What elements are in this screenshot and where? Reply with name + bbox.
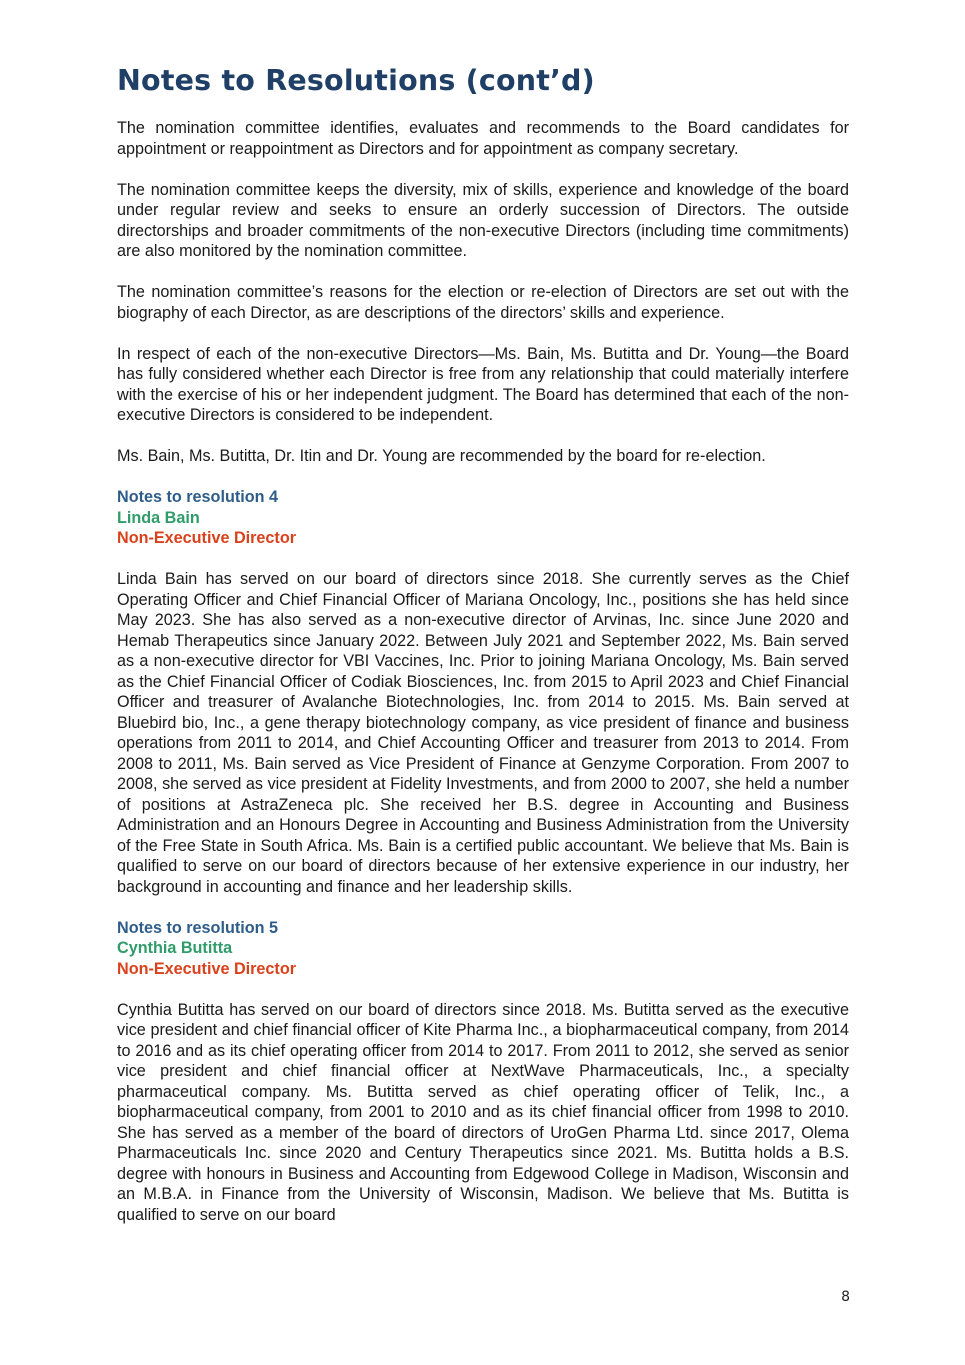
resolution-5-heading-block	[117, 918, 849, 980]
director-name: Linda Bain	[117, 508, 200, 527]
page-title: Notes to Resolutions (cont’d)	[117, 64, 595, 97]
director-name: Cynthia Butitta	[117, 939, 233, 957]
director-role: Non-Executive Director	[117, 959, 297, 978]
intro-paragraph: The nomination committee keeps the diversity, mix of skills, experience and knowledge of the board under regular review and seeks to ensure an orderly succession of Directors. The outside directorships and broader commitments of the non-executive Directors (including time commitments) are also monitored by the nomination committee.	[117, 180, 849, 260]
intro-paragraph: The nomination committee identifies, evaluates and recommends to the Board candidates for appointment or reappointment as Directors and for appointment as company secretary.	[117, 119, 849, 158]
director-bio: Cynthia Butitta has served on our board of directors since 2018. Ms. Butitta served as the executive vice president and chief financial officer of Kite Pharma Inc., a biopharmaceutical company, from 2014 to 2016 and as its chief operating officer from 2014 to 2017. From 2011 to 2012, she served as senior vice president and chief financial officer at NextWave Pharmaceuticals, Inc., a specialty pharmaceutical company. Ms. Butitta served as chief operating officer of Telik, Inc., a biopharmaceutical company, from 2001 to 2010 and as its chief financial officer from 1998 to 2010. She has served as a member of the board of directors of UroGen Pharma Ltd. since 2017, Olema Pharmaceuticals Inc. since 2020 and Century Therapeutics since 2021. Ms. Butitta holds a B.S. degree with honours in Business and Accounting from Edgewood College in Madison, Wisconsin and an M.B.A. in Finance from the University of Wisconsin, Madison. We believe that Ms. Butitta is qualified to serve on our board	[117, 1000, 849, 1224]
resolution-4-heading-block	[117, 487, 849, 549]
intro-paragraph: In respect of each of the non-executive Directors—Ms. Bain, Ms. Butitta and Dr. Young—the Board has fully considered whether each Director is free from any relationship that could materially interfere with the exercise of his or her independent judgment. The Board has determined that each of the non-executive Directors is considered to be independent.	[117, 344, 849, 424]
director-bio: Linda Bain has served on our board of directors since 2018. She currently serves as the Chief Operating Officer and Chief Financial Officer of Mariana Oncology, Inc., positions she has held since May 2023. She has also served as a non-executive director of Arvinas, Inc. since June 2020 and Hemab Therapeutics since January 2022. Between July 2021 and September 2022, Ms. Bain served as a non-executive director for VBI Vaccines, Inc. Prior to joining Mariana Oncology, Ms. Bain served as the Chief Financial Officer of Codiak Biosciences, Inc. from 2015 to April 2023 and Chief Financial Officer and treasurer of Avalanche Biotechnologies, Inc. from 2014 to 2015. Ms. Bain served at Bluebird bio, Inc., a gene therapy biotechnology company, as vice president of finance and business operations from 2011 to 2014, and Chief Accounting Officer and treasurer from 2013 to 2014. From 2008 to 2011, Ms. Bain served as Vice President of Finance at Genzyme Corporation. From 2007 to 2008, she served as vice president at Fidelity Investments, and from 2000 to 2007, she held a number of positions at AstraZeneca plc. She received her B.S. degree in Accounting and Business Administration and an Honours Degree in Accounting and Business Administration from the University of the Free State in South Africa. Ms. Bain is a certified public accountant. We believe that Ms. Bain is qualified to serve on our board of directors because of her extensive experience in our industry, her background in accounting and finance and her leadership skills.	[117, 570, 849, 896]
intro-paragraph: Ms. Bain, Ms. Butitta, Dr. Itin and Dr. Young are recommended by the board for re-election.	[117, 447, 766, 465]
intro-paragraph: The nomination committee’s reasons for the election or re-election of Directors are set out with the biography of each Director, as are descriptions of the directors’ skills and experience.	[117, 283, 849, 322]
page-number: 8	[841, 1289, 850, 1305]
resolution-heading: Notes to resolution 5	[117, 918, 278, 937]
director-role: Non-Executive Director	[117, 529, 297, 547]
document-page	[117, 62, 849, 1246]
resolution-heading: Notes to resolution 4	[117, 488, 278, 506]
